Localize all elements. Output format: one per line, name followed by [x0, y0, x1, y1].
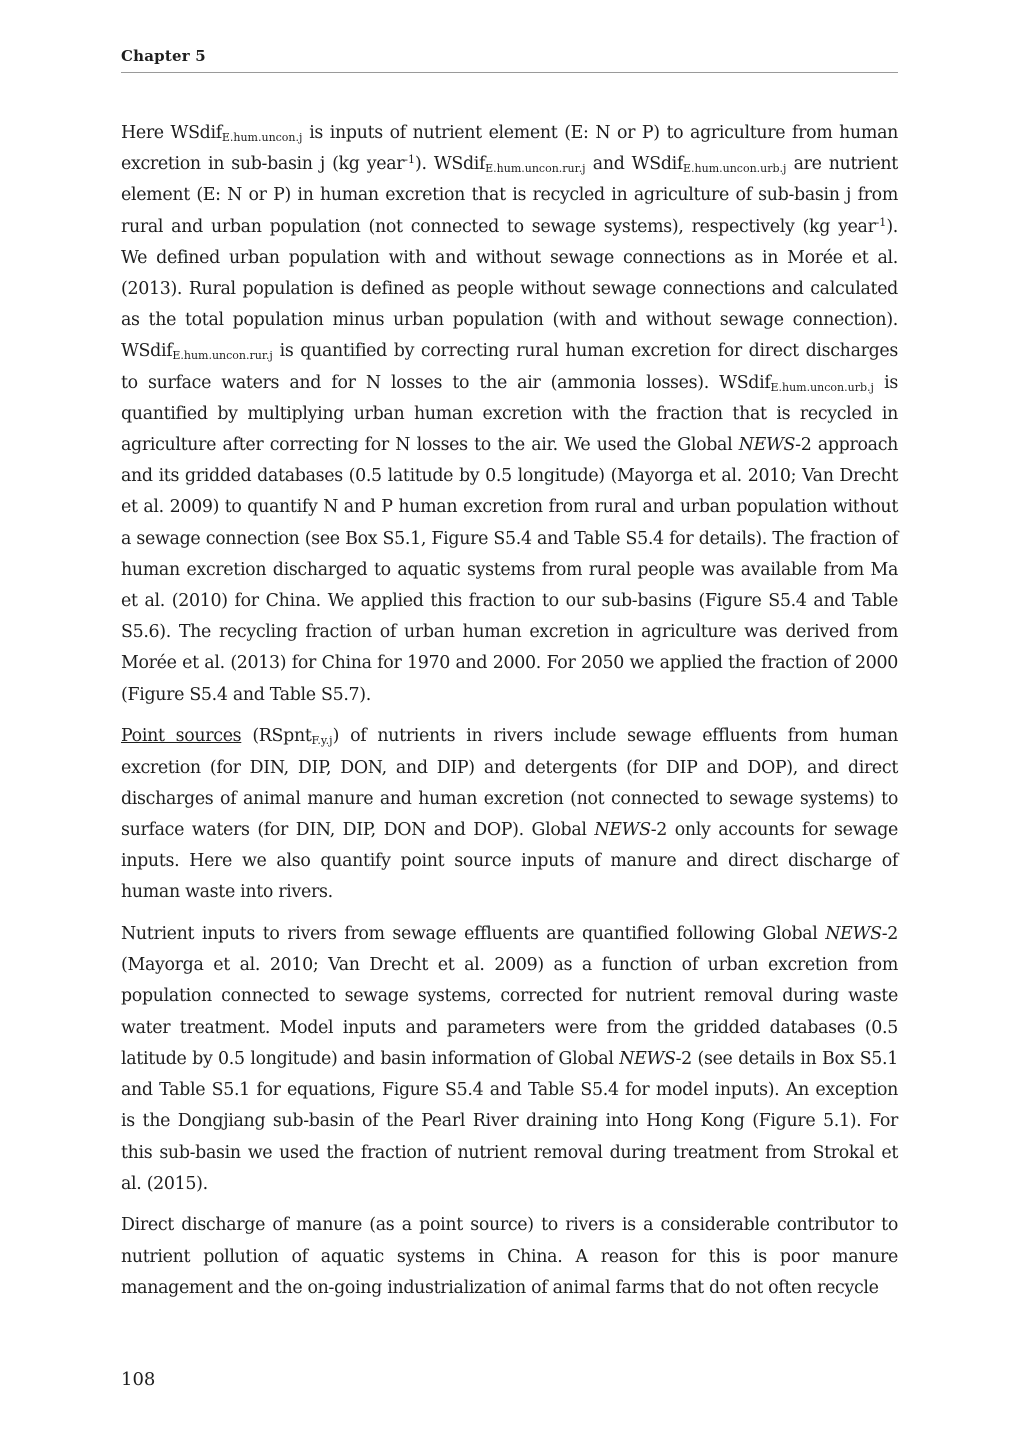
- term-point-sources: Point sources: [121, 726, 242, 747]
- text-run: -2 approach and its gridded databases (0.5 latitude by 0.5 longitude) (Mayorga et al. 2010; Van Drecht et al. 2009) to quantify N and P human excretion from rural and urban population without a sewage connection (see Box S5.1, Figure S5.4 and Table S5.4 for details). The fraction of human excretion discharged to aquatic systems from rural people was available from Ma et al. (2010) for China. We applied this fraction to our sub-basins (Figure S5.4 and Table S5.6). The recycling fraction of urban human excretion in agriculture was derived from Morée et al. (2013) for China for 1970 and 2000. For 2050 we applied the fraction of 2000 (Figure S5.4 and Table S5.7).: [121, 435, 898, 705]
- text-run: -2 only accounts for sewage inputs. Here we also quantify point source inputs of manure and direct discharge of human waste into rivers.: [121, 819, 898, 903]
- model-name: NEWS: [825, 924, 882, 945]
- chapter-heading: Chapter 5: [121, 47, 206, 65]
- text-run: is inputs of nutrient element (E: N or P) to agriculture from human excretion in sub-basin j (kg year: [121, 123, 898, 175]
- text-run: Nutrient inputs to rivers from sewage effluents are quantified following Global: [121, 924, 826, 945]
- subscript: F.y.j: [311, 734, 333, 748]
- text-run: Direct discharge of manure (as a point source) to rivers is a considerable contributor to nutrient pollution of aquatic systems in China. A reason for this is poor manure management and the on-going industrialization of animal farms that do not often recycle: [121, 1215, 898, 1298]
- subscript: E.hum.uncon.j: [221, 131, 303, 144]
- text-run: ). We defined urban population with and without sewage connections as in Morée et al. (2013). Rural population is defined as people without sewage connections and calculated as the total population minus urban population (with and without sewage connection). WSdif: [121, 216, 898, 362]
- model-name: NEWS: [619, 1048, 676, 1069]
- paragraph-human-excretion: [121, 118, 898, 711]
- body-text: [121, 118, 898, 1315]
- text-run: ) of nutrients in rivers include sewage effluents from human excretion (for DIN, DIP, DON, and DIP) and detergents (for DIP and DOP), and direct discharges of animal manure and human excretion (not connected to sewage systems) to surface waters (for DIN, DIP, DON and DOP). Global: [121, 726, 898, 840]
- text-run: -2 (Mayorga et al. 2010; Van Drecht et al. 2009) as a function of urban excretion from population connected to sewage systems, corrected for nutrient removal during waste water treatment. Model inputs and parameters were from the gridded databases (0.5 latitude by 0.5 longitude) and basin information of Global: [121, 924, 898, 1069]
- text-run: is quantified by correcting rural human excretion for direct discharges to surface waters and for N losses to the air (ammonia losses). WSdif: [121, 341, 898, 393]
- model-name: NEWS: [594, 819, 651, 840]
- text-run: Here WSdif: [121, 123, 222, 143]
- subscript: E.hum.uncon.urb.j: [683, 162, 787, 176]
- paragraph-sewage-effluents: [121, 919, 898, 1200]
- text-run: (RSpnt: [241, 726, 312, 747]
- superscript: -1: [875, 215, 887, 229]
- paragraph-manure-discharge: [121, 1210, 898, 1304]
- subscript: E.hum.uncon.urb.j: [770, 380, 874, 394]
- text-run: ). WSdif: [414, 154, 486, 175]
- superscript: -1: [404, 153, 415, 167]
- model-name: NEWS: [738, 435, 796, 456]
- subscript: E.hum.uncon.rur.j: [172, 349, 273, 363]
- text-run: is quantified by multiplying urban human excretion with the fraction that is recycled in agriculture after correcting for N losses to the air. We used the Global: [121, 372, 898, 456]
- text-run: and WSdif: [585, 154, 683, 175]
- paragraph-point-sources: [121, 721, 898, 908]
- text-run: are nutrient element (E: N or P) in human excretion that is recycled in agriculture of sub-basin j from rural and urban population (not connected to sewage systems), respectively (kg year: [121, 154, 898, 237]
- page-number: 108: [121, 1369, 156, 1390]
- header-divider: [121, 72, 898, 73]
- text-run: -2 (see details in Box S5.1 and Table S5.1 for equations, Figure S5.4 and Table S5.4 for model inputs). An exception is the Dongjiang sub-basin of the Pearl River draining into Hong Kong (Figure 5.1). For this sub-basin we used the fraction of nutrient removal during treatment from Strokal et al. (2015).: [121, 1048, 898, 1194]
- subscript: E.hum.uncon.rur.j: [485, 162, 586, 176]
